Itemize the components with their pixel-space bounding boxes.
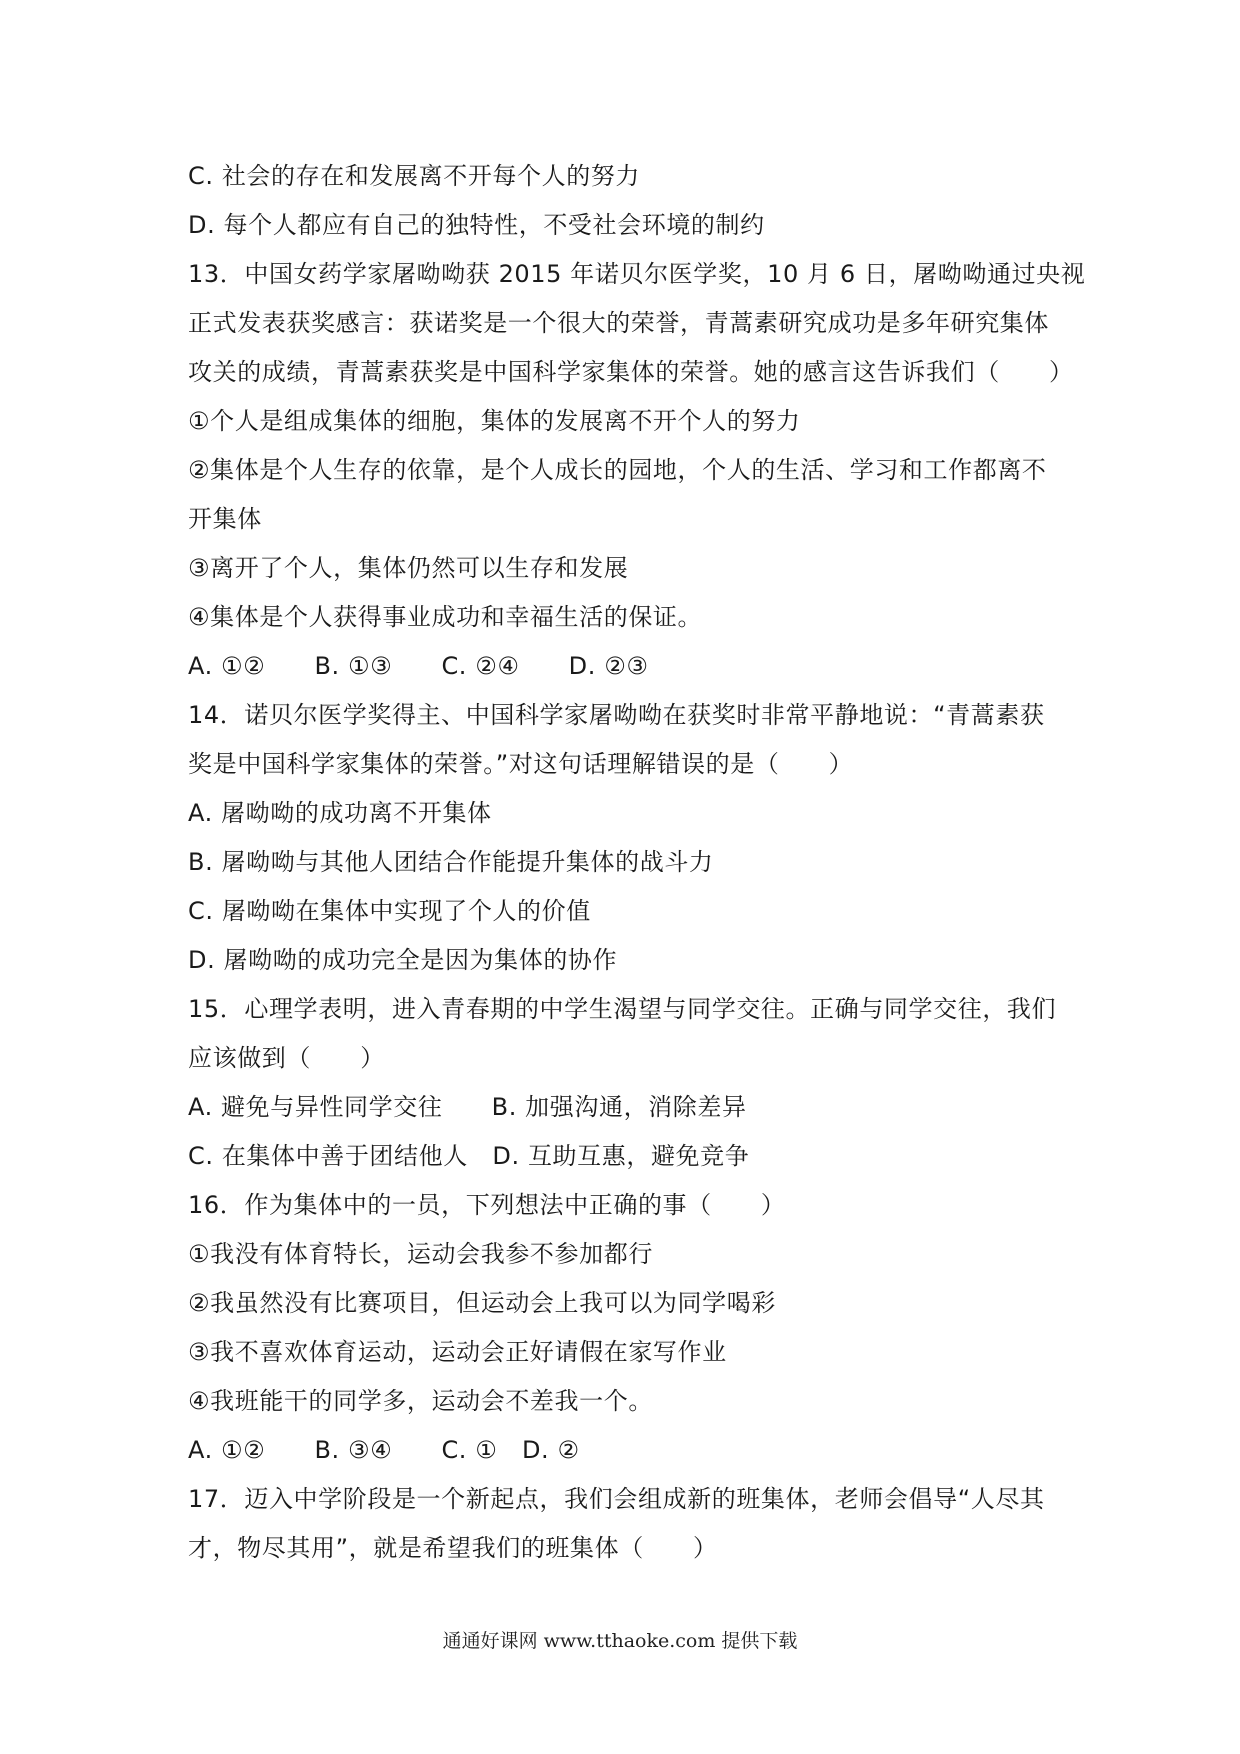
page-footer: 通通好课网 www.tthaoke.com 提供下载: [442, 1630, 798, 1652]
question-14-option-a: A. 屠呦呦的成功离不开集体: [188, 799, 492, 827]
question-17-line-2: 才，物尽其用”，就是希望我们的班集体（ ）: [188, 1534, 718, 1562]
question-16-statement-1: ①我没有体育特长，运动会我参不参加都行: [188, 1240, 653, 1268]
question-13-options: A. ①② B. ①③ C. ②④ D. ②③: [188, 652, 649, 680]
question-17-line-1: 17．迈入中学阶段是一个新起点，我们会组成新的班集体，老师会倡导“人尽其: [188, 1485, 1045, 1513]
question-16-options: A. ①② B. ③④ C. ① D. ②: [188, 1436, 580, 1464]
question-14-option-b: B. 屠呦呦与其他人团结合作能提升集体的战斗力: [188, 848, 714, 876]
question-16-statement-4: ④我班能干的同学多，运动会不差我一个。: [188, 1387, 653, 1415]
question-14-option-d: D. 屠呦呦的成功完全是因为集体的协作: [188, 946, 618, 974]
question-16-statement-2: ②我虽然没有比赛项目，但运动会上我可以为同学喝彩: [188, 1289, 776, 1317]
question-13-statement-2: ②集体是个人生存的依靠，是个人成长的园地，个人的生活、学习和工作都离不: [188, 456, 1047, 484]
question-14-line-1: 14．诺贝尔医学奖得主、中国科学家屠呦呦在获奖时非常平静地说：“青蒿素获: [188, 701, 1045, 729]
question-13-line-2: 正式发表获奖感言：获诺奖是一个很大的荣誉，青蒿素研究成功是多年研究集体: [188, 309, 1049, 337]
question-15-line-1: 15．心理学表明，进入青春期的中学生渴望与同学交往。正确与同学交往，我们: [188, 995, 1057, 1023]
question-14-line-2: 奖是中国科学家集体的荣誉。”对这句话理解错误的是（ ）: [188, 750, 854, 778]
question-15-options-ab: A. 避免与异性同学交往 B. 加强沟通，消除差异: [188, 1093, 747, 1121]
question-15-line-2: 应该做到（ ）: [188, 1044, 385, 1072]
question-13-line-1: 13．中国女药学家屠呦呦获 2015 年诺贝尔医学奖，10 月 6 日，屠呦呦通过央视: [188, 260, 1086, 288]
question-13-line-3: 攻关的成绩，青蒿素获奖是中国科学家集体的荣誉。她的感言这告诉我们（ ）: [188, 358, 1074, 386]
question-13-statement-4: ④集体是个人获得事业成功和幸福生活的保证。: [188, 603, 703, 631]
question-16-line-1: 16．作为集体中的一员，下列想法中正确的事（ ）: [188, 1191, 786, 1219]
question-13-statement-1: ①个人是组成集体的细胞，集体的发展离不开个人的努力: [188, 407, 801, 435]
question-13-statement-2-cont: 开集体: [188, 505, 262, 533]
document-body: [188, 152, 1086, 1573]
option-c-line: C. 社会的存在和发展离不开每个人的努力: [188, 162, 641, 190]
question-15-options-cd: C. 在集体中善于团结他人 D. 互助互惠，避免竞争: [188, 1142, 750, 1170]
question-13-statement-3: ③离开了个人，集体仍然可以生存和发展: [188, 554, 629, 582]
option-d-line: D. 每个人都应有自己的独特性，不受社会环境的制约: [188, 211, 765, 239]
question-14-option-c: C. 屠呦呦在集体中实现了个人的价值: [188, 897, 591, 925]
question-16-statement-3: ③我不喜欢体育运动，运动会正好请假在家写作业: [188, 1338, 727, 1366]
